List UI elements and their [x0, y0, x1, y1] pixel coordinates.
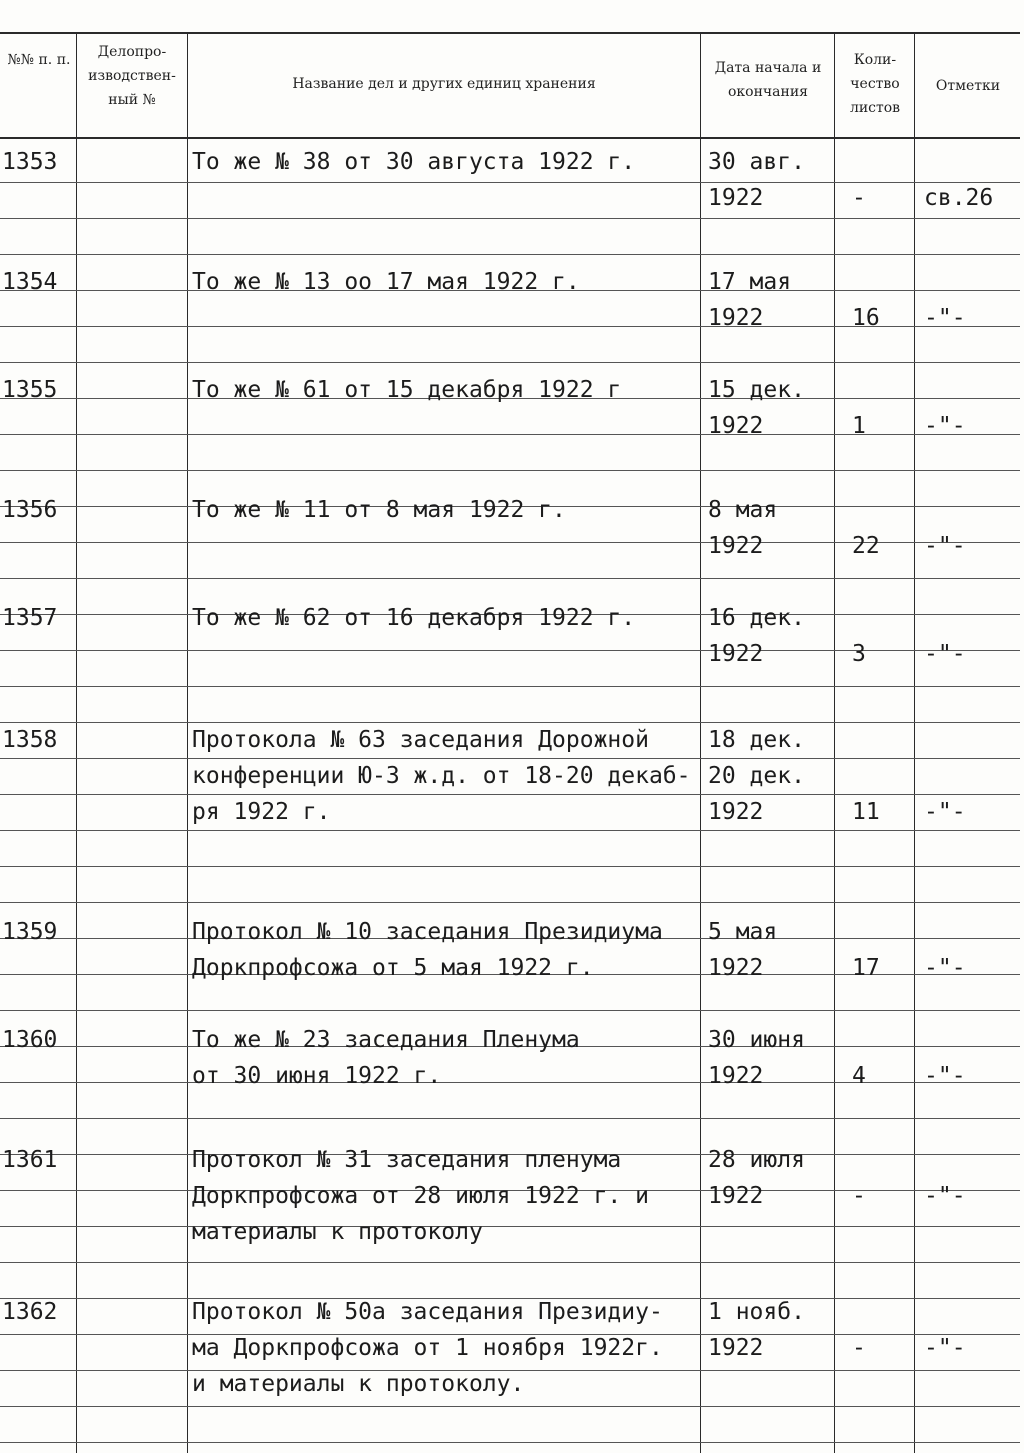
ruled-line	[0, 1406, 1020, 1407]
entry-date: 30 июня	[708, 1027, 805, 1053]
entry-date: 17 мая	[708, 269, 792, 295]
header-bottom-rule	[0, 137, 1020, 139]
entry-sheet-count: -	[852, 185, 866, 211]
entry-number: 1356	[2, 497, 58, 523]
header-col-title: Название дел и других единиц хранения	[292, 76, 596, 92]
entry-sheet-count: 17	[852, 955, 880, 981]
ruled-line	[0, 362, 1020, 363]
entry-title-line: То же № 13 оо 17 мая 1922 г.	[192, 269, 580, 295]
entry-title-line: Протокол № 50а заседания Президиу-	[192, 1299, 663, 1325]
entry-date: 1922	[708, 533, 764, 559]
entry-sheet-count: 11	[852, 799, 880, 825]
entry-date: 1922	[708, 413, 764, 439]
entry-title-line: от 30 июня 1922 г.	[192, 1063, 442, 1089]
entry-number: 1359	[2, 919, 58, 945]
entry-title-line: Протокол № 10 заседания Президиума	[192, 919, 663, 945]
header-col-sheets: Коли- чество листов	[849, 52, 901, 116]
column-divider	[700, 32, 701, 1453]
column-divider	[834, 32, 835, 1453]
column-divider	[76, 32, 77, 1453]
header-col-number: №№ п. п.	[7, 52, 71, 68]
ruled-line	[0, 218, 1020, 219]
ruled-line	[0, 1442, 1020, 1443]
ruled-line	[0, 902, 1020, 903]
ruled-line	[0, 866, 1020, 867]
entry-date: 1922	[708, 305, 764, 331]
entry-note: -"-	[924, 413, 966, 439]
entry-title-line: То же № 11 от 8 мая 1922 г.	[192, 497, 566, 523]
header-col-dates: Дата начала и окончания	[714, 60, 822, 100]
entry-number: 1357	[2, 605, 58, 631]
entry-title-line: ря 1922 г.	[192, 799, 331, 825]
entry-date: 15 дек.	[708, 377, 805, 403]
entry-title-line: Доркпрофсожа от 5 мая 1922 г.	[192, 955, 594, 981]
ruled-line	[0, 254, 1020, 255]
entry-title-line: конференции Ю-З ж.д. от 18-20 декаб-	[192, 763, 691, 789]
entry-date: 5 мая	[708, 919, 778, 945]
entry-date: 8 мая	[708, 497, 778, 523]
entry-title-line: То же № 23 заседания Пленума	[192, 1027, 580, 1053]
entry-title-line: и материалы к протоколу.	[192, 1371, 525, 1397]
ruled-line	[0, 434, 1020, 435]
entry-sheet-count: -	[852, 1335, 866, 1361]
ruled-line	[0, 182, 1020, 183]
entry-date: 1922	[708, 799, 764, 825]
entry-sheet-count: 3	[852, 641, 866, 667]
entry-sheet-count: -	[852, 1183, 866, 1209]
entry-title-line: Протокол № 31 заседания пленума	[192, 1147, 622, 1173]
entry-note: -"-	[924, 533, 966, 559]
ruled-line	[0, 1262, 1020, 1263]
entry-date: 1922	[708, 1063, 764, 1089]
entry-date: 28 июля	[708, 1147, 805, 1173]
entry-title-line: материалы к протоколу	[192, 1219, 483, 1245]
header-col-office-number: Делопро- изводствен- ный №	[88, 44, 176, 108]
ruled-line	[0, 830, 1020, 831]
header-col-notes: Отметки	[935, 78, 1001, 94]
entry-number: 1358	[2, 727, 58, 753]
entry-title-line: Доркпрофсожа от 28 июля 1922 г. и	[192, 1183, 649, 1209]
column-divider	[914, 32, 915, 1453]
entry-note: св.26	[924, 185, 994, 211]
entry-date: 20 дек.	[708, 763, 805, 789]
column-divider	[187, 32, 188, 1453]
ruled-line	[0, 1010, 1020, 1011]
entry-date: 30 авг.	[708, 149, 805, 175]
ruled-line	[0, 722, 1020, 723]
entry-note: -"-	[924, 641, 966, 667]
ruled-line	[0, 1118, 1020, 1119]
ruled-line	[0, 1226, 1020, 1227]
entry-number: 1355	[2, 377, 58, 403]
entry-number: 1361	[2, 1147, 58, 1173]
entry-date: 16 дек.	[708, 605, 805, 631]
entry-title-line: То же № 38 от 30 августа 1922 г.	[192, 149, 636, 175]
entry-sheet-count: 1	[852, 413, 866, 439]
ruled-line	[0, 578, 1020, 579]
entry-title-line: То же № 61 от 15 декабря 1922 г	[192, 377, 622, 403]
entry-title-line: Протокола № 63 заседания Дорожной	[192, 727, 649, 753]
entry-number: 1360	[2, 1027, 58, 1053]
ruled-line	[0, 470, 1020, 471]
entry-note: -"-	[924, 1063, 966, 1089]
entry-title-line: То же № 62 от 16 декабря 1922 г.	[192, 605, 636, 631]
entry-note: -"-	[924, 1335, 966, 1361]
entry-sheet-count: 16	[852, 305, 880, 331]
entry-note: -"-	[924, 955, 966, 981]
header-top-rule	[0, 32, 1020, 34]
ruled-line	[0, 650, 1020, 651]
entry-date: 18 дек.	[708, 727, 805, 753]
entry-date: 1922	[708, 955, 764, 981]
entry-note: -"-	[924, 1183, 966, 1209]
entry-date: 1922	[708, 1335, 764, 1361]
entry-date: 1922	[708, 1183, 764, 1209]
entry-number: 1353	[2, 149, 58, 175]
entry-note: -"-	[924, 305, 966, 331]
entry-sheet-count: 4	[852, 1063, 866, 1089]
ruled-line	[0, 758, 1020, 759]
entry-date: 1922	[708, 641, 764, 667]
ruled-line	[0, 1082, 1020, 1083]
entry-number: 1362	[2, 1299, 58, 1325]
entry-number: 1354	[2, 269, 58, 295]
entry-note: -"-	[924, 799, 966, 825]
ruled-line	[0, 794, 1020, 795]
entry-title-line: ма Доркпрофсожа от 1 ноября 1922г.	[192, 1335, 663, 1361]
ruled-line	[0, 686, 1020, 687]
entry-date: 1922	[708, 185, 764, 211]
entry-sheet-count: 22	[852, 533, 880, 559]
entry-date: 1 нояб.	[708, 1299, 805, 1325]
